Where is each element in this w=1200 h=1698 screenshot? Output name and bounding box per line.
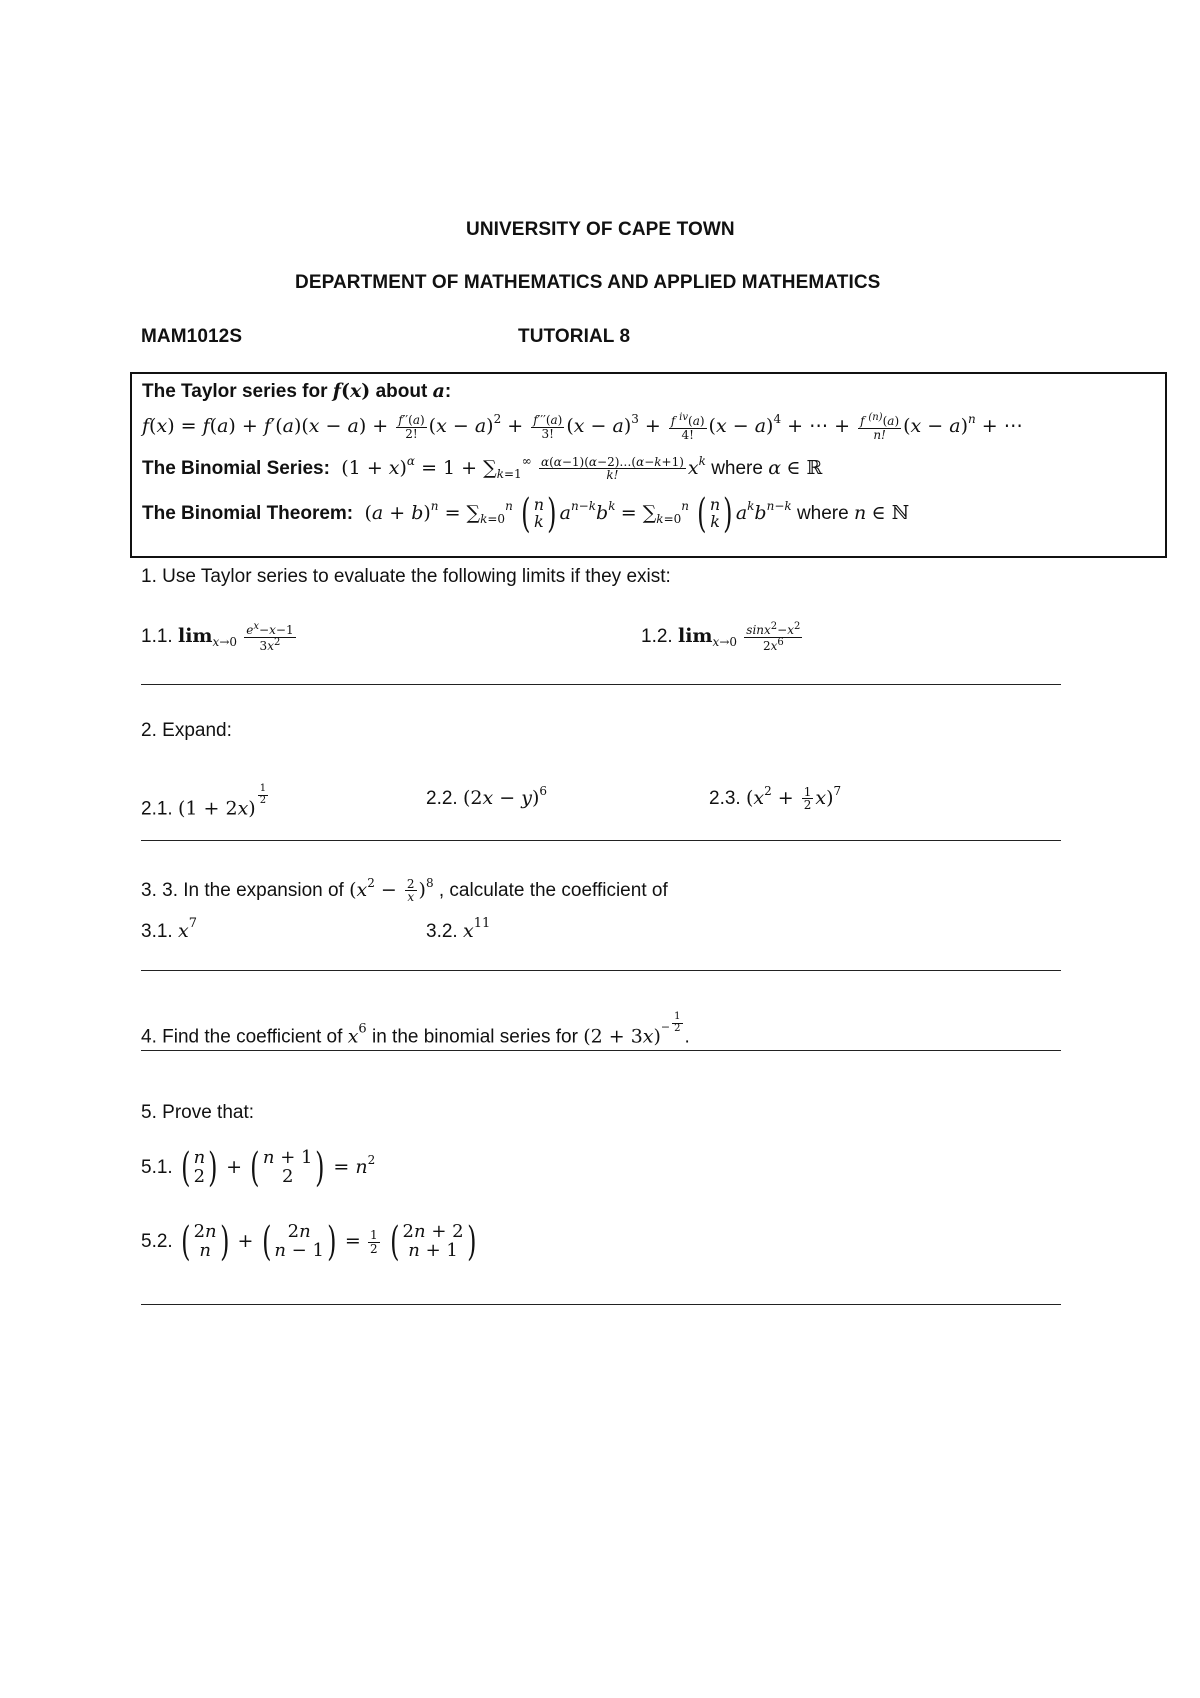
question-4: 4. Find the coefficient of $x^6$ in the binomial series for (2 + 3x)− $\frac{1}{2}$ . <box>141 1011 690 1048</box>
question-1-2: 1.2. $\lim_{x\to 0}$ $\frac{\sin x^2-x^2}{2x^6}$ <box>641 621 801 653</box>
q3-1-label: 3.1. <box>141 921 173 942</box>
taylor-heading: The Taylor series for f(x) about a: <box>142 380 452 402</box>
question-2-3: 2.3. ($x^2$ + $\frac{1}{2}$ x)$^7$ <box>709 784 842 813</box>
taylor-about: about <box>375 381 428 402</box>
q2-number: 2. <box>141 720 157 741</box>
q3-number: 3. <box>141 880 157 901</box>
q1-text: Use Taylor series to evaluate the following limits if they exist: <box>162 566 671 587</box>
q4-mid: in the binomial series for <box>371 1026 578 1048</box>
q3-2-label: 3.2. <box>426 921 458 942</box>
divider-3 <box>141 970 1061 971</box>
q3-prefix: 3. In the expansion of <box>162 880 344 901</box>
question-5 <box>141 1102 254 1124</box>
q3-suffix: , calculate the coefficient of <box>438 880 668 901</box>
question-1 <box>141 566 671 588</box>
course-code: MAM1012S <box>141 326 243 347</box>
divider-4 <box>141 1050 1061 1051</box>
q2-text: Expand: <box>162 720 232 741</box>
taylor-title: The Taylor series for <box>142 381 328 402</box>
question-3-2: 3.2. $x^{11}$ <box>426 916 491 942</box>
q2-2-label: 2.2. <box>426 788 458 809</box>
divider-5 <box>141 1304 1061 1305</box>
q4-prefix: Find the coefficient of <box>162 1026 343 1048</box>
tutorial-title: TUTORIAL 8 <box>518 326 631 347</box>
department-title: DEPARTMENT OF MATHEMATICS AND APPLIED MATHEMATICS <box>295 272 881 293</box>
q1-number: 1. <box>141 566 157 587</box>
university-title: UNIVERSITY OF CAPE TOWN <box>466 219 735 240</box>
question-2-1: 2.1. (1 + 2x) $\frac{1}{2}$ <box>141 783 267 820</box>
taylor-formula: f(x) = f(a) + f′(a)(x − a) + $\frac{f''(a)}{2!}$ $(x - a)^2$ + $\frac{f'''(a)}{3!}$ $(x - a)^3$ + $\frac{f ^{iv}(a)}{4!}$ $(x - a)^4$ + ⋯ + $\frac{f ^{(n)}(a)}{n!}$ $(x - a)^n$ + ⋯ <box>142 411 1023 442</box>
q5-number: 5. <box>141 1102 157 1123</box>
q2-1-label: 2.1. <box>141 798 173 820</box>
question-2 <box>141 720 232 742</box>
binomial-series-line: The Binomial Series: $(1 + x)^\alpha = 1 + \sum_{k=1}^\infty$ $\frac{\alpha(\alpha-1)(\alpha-2)\dots(\alpha-k+1)}{k!}$ $x^k$ where α ∈ ℝ <box>142 454 823 483</box>
q1-1-label: 1.1. <box>141 626 173 648</box>
question-5-2: 5.2. ( 2n n ) + ( 2n n − 1) = $\frac{1}{2}$ ( 2n + 2 n + 1 ) <box>141 1219 477 1265</box>
binomial-series-label: The Binomial Series: <box>142 458 330 479</box>
question-3: 3. 3. In the expansion of ($x^2$ − $\frac{2}{x}$ )$^8$ , calculate the coefficient of <box>141 876 668 905</box>
q4-number: 4. <box>141 1026 157 1048</box>
q5-1-label: 5.1. <box>141 1157 173 1179</box>
question-2-2: 2.2. $(2x - y)^6$ <box>426 784 548 809</box>
where-label: where <box>711 458 763 479</box>
binomial-theorem-line: The Binomial Theorem: $(a + b)^n = \sum_{k=0}^n$ ( n k) $a^{n-k}b^k = \sum_{k=0}^n$ ( n k) $a^kb^{n-k}$ where n ∈ ℕ <box>142 491 909 537</box>
divider-2 <box>141 840 1061 841</box>
question-3-1: 3.1. $x^7$ <box>141 916 197 942</box>
q5-2-label: 5.2. <box>141 1231 173 1253</box>
question-5-1: 5.1. ( n 2) + ( n + 1 2 ) = $n^2$ <box>141 1145 376 1191</box>
binomial-theorem-label: The Binomial Theorem: <box>142 503 354 525</box>
q2-3-label: 2.3. <box>709 788 741 809</box>
question-1-1: 1.1. $\lim_{x\to 0}$ $\frac{e^x-x-1}{3x^2}$ <box>141 621 294 653</box>
divider-1 <box>141 684 1061 685</box>
q1-2-label: 1.2. <box>641 626 673 648</box>
q5-text: Prove that: <box>162 1102 255 1123</box>
